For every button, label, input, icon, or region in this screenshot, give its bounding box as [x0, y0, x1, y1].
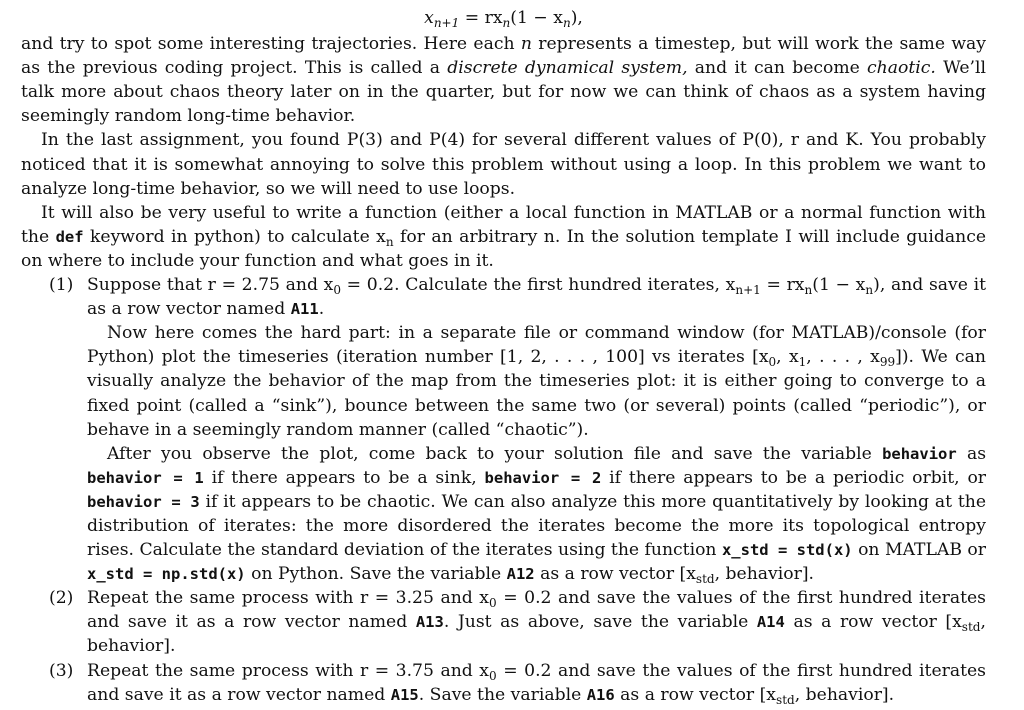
text: Suppose that r = 2.75 and x	[87, 275, 334, 296]
text: on Python. Save the variable	[245, 564, 507, 585]
text: as a row vector [x	[784, 612, 962, 633]
paragraph-last-assignment: In the last assignment, you found P(3) and P(4) for several different values of P(0), r and K. You probably noticed that it is somewhat annoying to solve this problem without using a loop. In this problem we want to analyze long-time behavior, so we will need to use loops.	[21, 130, 986, 199]
eq-text: = rx	[464, 8, 503, 28]
inline-code: def	[55, 227, 84, 246]
eq-sub: n	[562, 16, 571, 31]
subscript: 99	[879, 355, 896, 370]
text: It will also be very useful to write a function (either a local function in MATLAB or a normal function with the	[21, 202, 986, 247]
text: = 0.2. Calculate the first hundred iterates, x	[340, 275, 736, 296]
eq-text: (1 − x	[510, 8, 563, 28]
item-number: (2)	[49, 588, 74, 609]
inline-code: behavior	[882, 444, 957, 463]
text: , behavior].	[87, 612, 986, 657]
math-var: n	[520, 34, 532, 55]
text: Repeat the same process with r = 3.25 and x	[87, 588, 490, 609]
eq-sub: n+1	[433, 16, 460, 31]
text: and it can become	[687, 58, 868, 79]
text: for an arbitrary n. In the solution template I will include guidance on where to include your function and what goes in it.	[21, 226, 986, 271]
eq-sub: n	[502, 16, 511, 31]
text: if there appears to be a periodic orbit, or	[601, 467, 987, 488]
text: and try to spot some interesting trajectories. Here each	[21, 34, 521, 55]
text: Now here comes the hard part: in a separate file or command window (for MATLAB)/console (for Python) plot the timeseries (iteration number [1, 2, . . . , 100] vs iterates [x	[87, 323, 986, 368]
inline-code: A15	[390, 685, 419, 704]
task-1-intro	[87, 273, 986, 321]
subscript: std	[961, 620, 981, 635]
task-list	[21, 273, 986, 707]
text: ), and save it as a row vector named	[87, 275, 987, 320]
inline-code: A12	[506, 565, 535, 584]
subscript: n	[385, 235, 394, 250]
item-number: (1)	[49, 275, 74, 296]
text: = rx	[760, 275, 805, 296]
eq-text: ),	[570, 8, 583, 28]
eq-text: x	[424, 8, 434, 28]
text: . Just as above, save the variable	[443, 612, 757, 633]
item-number: (3)	[49, 660, 74, 681]
text: Repeat the same process with r = 3.75 and x	[87, 660, 490, 681]
text: We’ll talk more about chaos theory later on in the quarter, but for now we can think of chaos as a system having seemingly random long-time behavior.	[21, 58, 986, 127]
subscript: 1	[798, 355, 807, 370]
text: , . . . , x	[806, 347, 880, 368]
task-item-1	[21, 273, 986, 586]
inline-code: behavior = 3	[87, 492, 200, 511]
text: , behavior].	[714, 564, 814, 585]
text: on MATLAB or	[852, 540, 986, 561]
subscript: 0	[768, 355, 777, 370]
inline-code: A14	[756, 613, 785, 632]
inline-code: behavior = 2	[484, 468, 602, 487]
inline-code: A16	[586, 685, 615, 704]
inline-code: x_std = std(x)	[721, 541, 853, 560]
text: = 0.2 and save the values of the first hundred iterates and save it as a row vector named	[87, 588, 986, 633]
subscript: std	[776, 692, 795, 707]
task-item-2	[21, 586, 986, 658]
subscript: 0	[489, 596, 497, 611]
subscript: n	[804, 283, 813, 298]
task-3-text	[87, 659, 986, 707]
task-item-3	[21, 659, 986, 707]
task-2-text	[87, 586, 986, 658]
text: , x	[776, 347, 799, 368]
text: , behavior].	[794, 684, 895, 705]
emphasis: chaotic.	[867, 58, 936, 79]
text: = 0.2 and save the values of the first hundred iterates and save it as a row vector named	[87, 660, 986, 705]
text: if there appears to be a sink,	[203, 467, 485, 488]
text: . Save the variable	[418, 684, 587, 705]
inline-code: behavior = 1	[87, 468, 204, 487]
inline-code: A13	[415, 613, 444, 632]
subscript: std	[695, 572, 715, 587]
text: ]). We can visually analyze the behavior of the map from the timeseries plot: it is either going to converge to a fixed point (called a “sink”), bounce between the same two (or several) points (called “periodic”), or behave in a seemingly random manner (called “chaotic”).	[87, 347, 986, 440]
text: as a row vector [x	[614, 684, 777, 705]
inline-code: x_std = np.std(x)	[87, 565, 246, 584]
subscript: 0	[489, 668, 497, 683]
task-1-plot	[87, 321, 986, 441]
inline-code: A11	[290, 300, 319, 319]
emphasis: discrete dynamical system,	[447, 58, 688, 79]
text: if it appears to be chaotic. We can also analyze this more quantitatively by looking at the distribution of iterates: the more disordered the iterates become the more its topological entropy rises. Calculate the standard deviation of the iterates using the function	[87, 491, 986, 561]
subscript: 0	[333, 283, 341, 298]
subscript: n+1	[735, 283, 761, 298]
task-1-behavior	[87, 442, 986, 587]
subscript: n	[865, 283, 874, 298]
paragraph-intro	[21, 32, 986, 128]
logistic-map-equation	[21, 6, 986, 30]
text: as a row vector [x	[534, 564, 696, 585]
text: .	[318, 299, 325, 320]
text: keyword in python) to calculate x	[83, 226, 386, 247]
text: represents a timestep, but will work the same way as the previous coding project. This is called a	[21, 34, 987, 79]
text: After you observe the plot, come back to your solution file and save the variable	[107, 443, 883, 464]
text: as	[956, 443, 987, 464]
text: (1 − x	[812, 275, 866, 296]
paragraph-function	[21, 201, 986, 273]
